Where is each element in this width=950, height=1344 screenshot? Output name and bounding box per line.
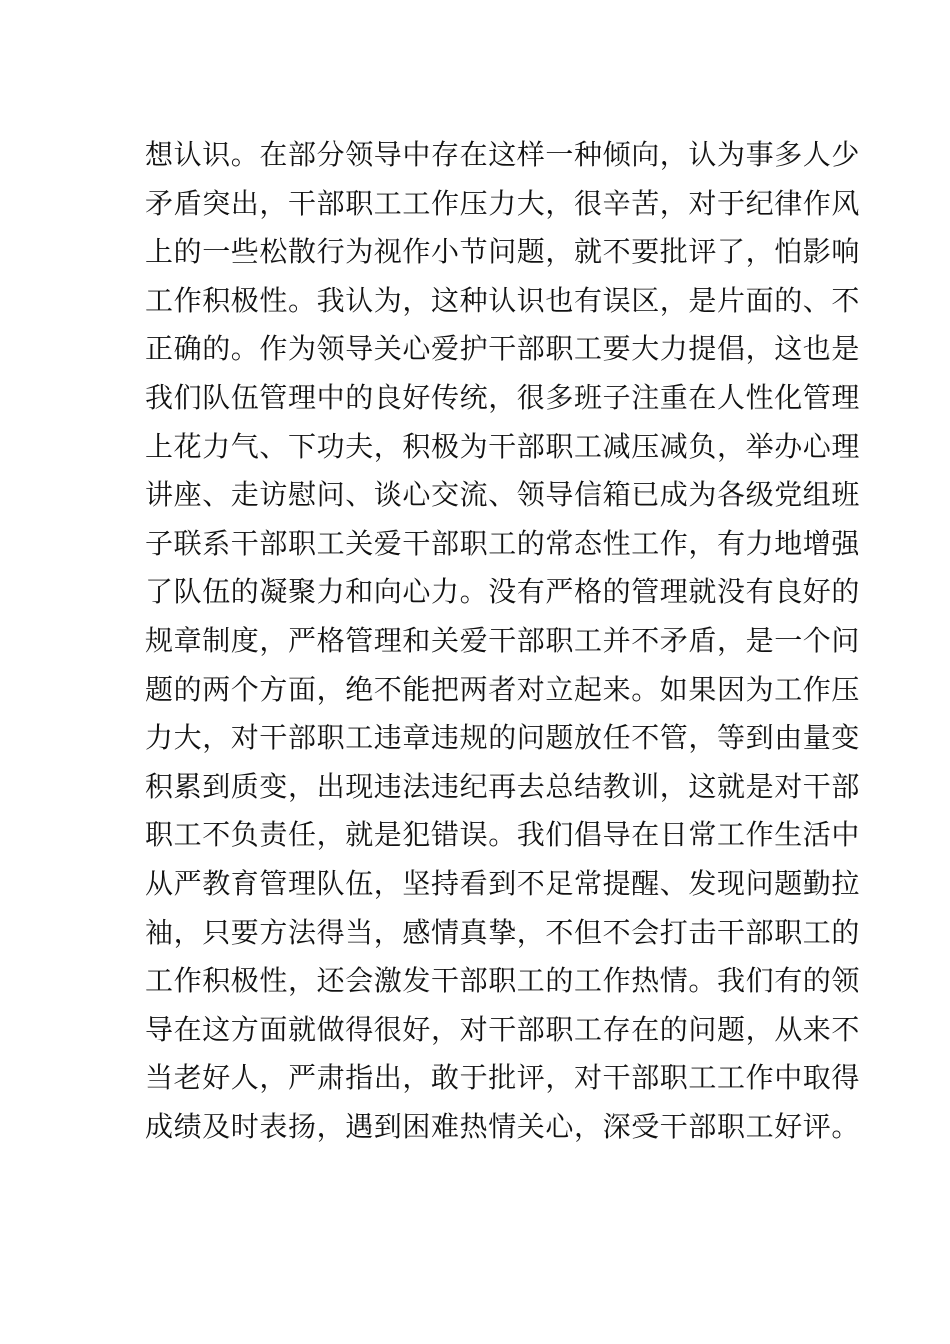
text-line: 力大，对干部职工违章违规的问题放任不管，等到由量变 [145,721,861,755]
text-line: 工作积极性。我认为，这种认识也有误区，是片面的、不 [145,283,861,317]
text-line: 矛盾突出，干部职工工作压力大，很辛苦，对于纪律作风 [145,186,861,220]
body-paragraph [145,131,861,1151]
text-line: 我们队伍管理中的良好传统，很多班子注重在人性化管理 [145,380,861,414]
text-line: 工作积极性，还会激发干部职工的工作热情。我们有的领 [145,964,861,998]
text-line: 题的两个方面，绝不能把两者对立起来。如果因为工作压 [145,672,861,706]
text-line: 成绩及时表扬，遇到困难热情关心，深受干部职工好评。 [145,1109,861,1143]
text-line: 上的一些松散行为视作小节问题，就不要批评了，怕影响 [145,235,861,269]
text-line: 想认识。在部分领导中存在这样一种倾向，认为事多人少 [145,138,861,171]
text-line: 当老好人，严肃指出，敢于批评，对干部职工工作中取得 [145,1061,861,1095]
text-line: 了队伍的凝聚力和向心力。没有严格的管理就没有良好的 [145,575,861,609]
text-line: 子联系干部职工关爱干部职工的常态性工作，有力地增强 [145,526,861,560]
text-line: 导在这方面就做得很好，对干部职工存在的问题，从来不 [145,1012,861,1046]
text-line: 职工不负责任，就是犯错误。我们倡导在日常工作生活中 [145,818,861,852]
text-line: 规章制度，严格管理和关爱干部职工并不矛盾，是一个问 [145,623,861,657]
text-line: 讲座、走访慰问、谈心交流、领导信箱已成为各级党组班 [145,478,861,512]
text-line: 积累到质变，出现违法违纪再去总结教训，这就是对干部 [145,769,861,803]
text-line: 从严教育管理队伍，坚持看到不足常提醒、发现问题勤拉 [145,866,861,900]
text-line: 上花力气、下功夫，积极为干部职工减压减负，举办心理 [145,429,861,463]
text-line: 正确的。作为领导关心爱护干部职工要大力提倡，这也是 [145,332,861,366]
text-line: 袖，只要方法得当，感情真挚，不但不会打击干部职工的 [145,915,861,949]
